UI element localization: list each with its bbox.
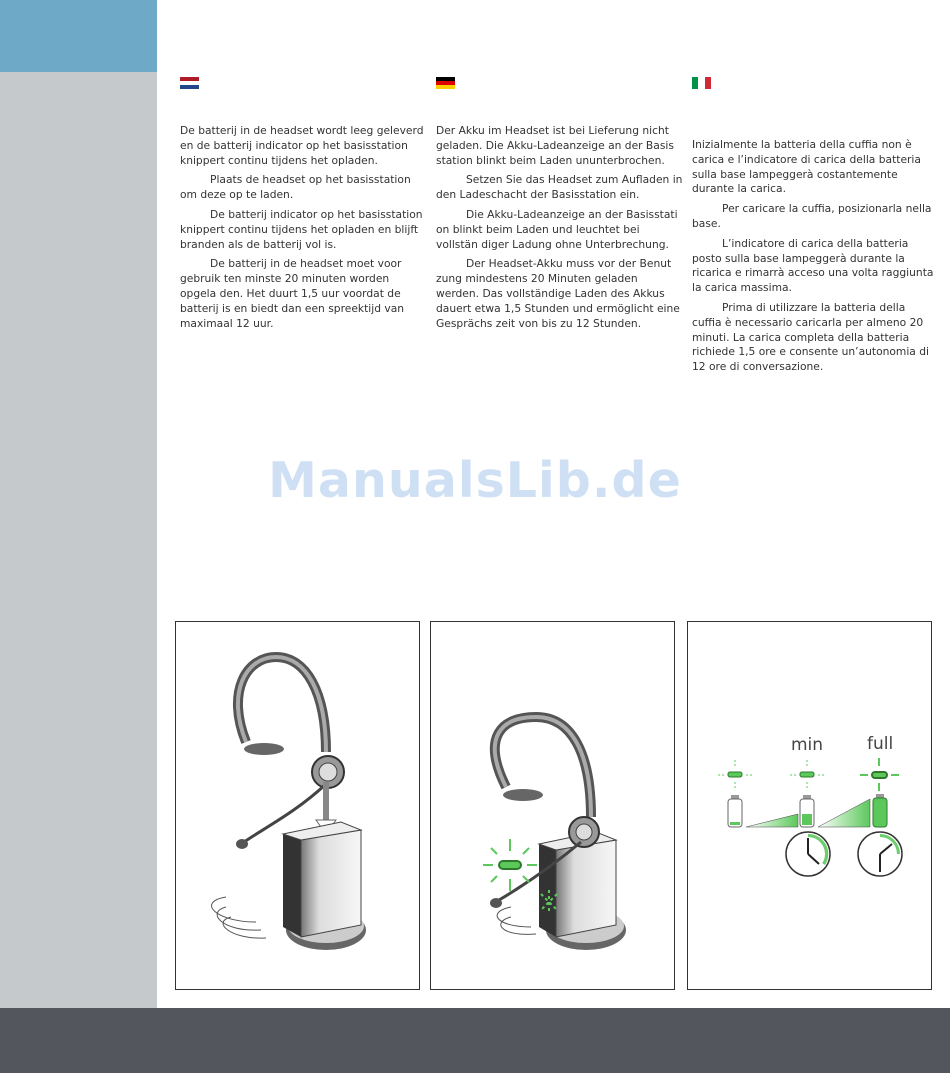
clock-full-icon xyxy=(858,832,902,876)
paragraph: De batterij in de headset moet voor gebruik ten minste 20 minuten worden opgela den. Het duurt 1,5 uur voordat de batterij is en biedt dan een spreektijd van maximaal 12 uur. xyxy=(180,257,405,330)
clock-20-min-icon xyxy=(786,832,830,876)
sidebar-accent-block xyxy=(0,0,157,72)
blink-indicator-icon xyxy=(718,760,752,789)
dutch-flag-icon xyxy=(180,77,199,89)
german-column xyxy=(436,124,684,336)
min-label: min xyxy=(791,735,824,755)
illustration-charge-levels xyxy=(687,621,932,990)
battery-min-icon xyxy=(800,795,814,827)
dutch-column xyxy=(180,124,428,336)
base-station-icon xyxy=(212,822,366,950)
illustration-place-headset xyxy=(175,621,420,990)
charge-ramp-small xyxy=(746,814,798,827)
paragraph: L’indicatore di carica della batteria posto sulla base lampeggerà durante la ricarica e rimarrà acceso una volta raggiunta la carica massima. xyxy=(692,236,934,295)
footer-bar xyxy=(0,1008,950,1073)
paragraph: Per caricare la cuffia, posizionarla nella base. xyxy=(692,202,932,230)
paragraph: De batterij in de headset wordt leeg geleverd en de batterij indicator op het basisstation knippert continu tijdens het opladen. xyxy=(180,124,424,167)
charge-ramp-large xyxy=(818,799,870,827)
solid-indicator-icon xyxy=(860,758,899,791)
italian-flag-icon xyxy=(692,77,711,89)
blink-indicator-icon xyxy=(790,760,824,789)
illustration-charging-indicator xyxy=(430,621,675,990)
paragraph: Inizialmente la batteria della cuffia non è carica e l’indicatore di carica della batteria sulla base lampeggerà costantemente durante la carica. xyxy=(692,138,921,196)
full-label: full xyxy=(867,734,894,754)
paragraph: Prima di utilizzare la batteria della cuffia è necessario caricarla per almeno 20 minuti. La carica completa della batteria richiede 1,5 ore e consente un’autonomia di 12 ore di conversazione. xyxy=(692,300,930,374)
paragraph: Der Akku im Headset ist bei Lieferung nicht geladen. Die Akku-Ladeanzeige an der Basis station blinkt beim Laden ununterbrochen. xyxy=(436,124,674,167)
german-flag-icon xyxy=(436,77,455,89)
paragraph: De batterij indicator op het basisstation knippert continu tijdens het opladen en blijft branden als de batterij vol is. xyxy=(180,207,423,251)
paragraph: Der Headset-Akku muss vor der Benut zung mindestens 20 Minuten geladen werden. Das vollständige Laden des Akkus dauert etwa 1,5 Stunden und ermöglicht eine Gesprächs zeit von bis zu 12 Stunden. xyxy=(436,257,680,330)
battery-full-icon xyxy=(873,794,887,827)
watermark: ManualsLib.de xyxy=(268,452,682,509)
paragraph: Die Akku-Ladeanzeige an der Basisstati on blinkt beim Laden und leuchtet bei vollstän diger Ladung ohne Unterbrechung. xyxy=(436,207,678,251)
italian-column xyxy=(692,138,936,380)
battery-empty-icon xyxy=(728,795,742,827)
paragraph: Setzen Sie das Headset zum Aufladen in den Ladeschacht der Basisstation ein. xyxy=(436,173,683,202)
paragraph: Plaats de headset op het basisstation om deze op te laden. xyxy=(180,173,411,202)
